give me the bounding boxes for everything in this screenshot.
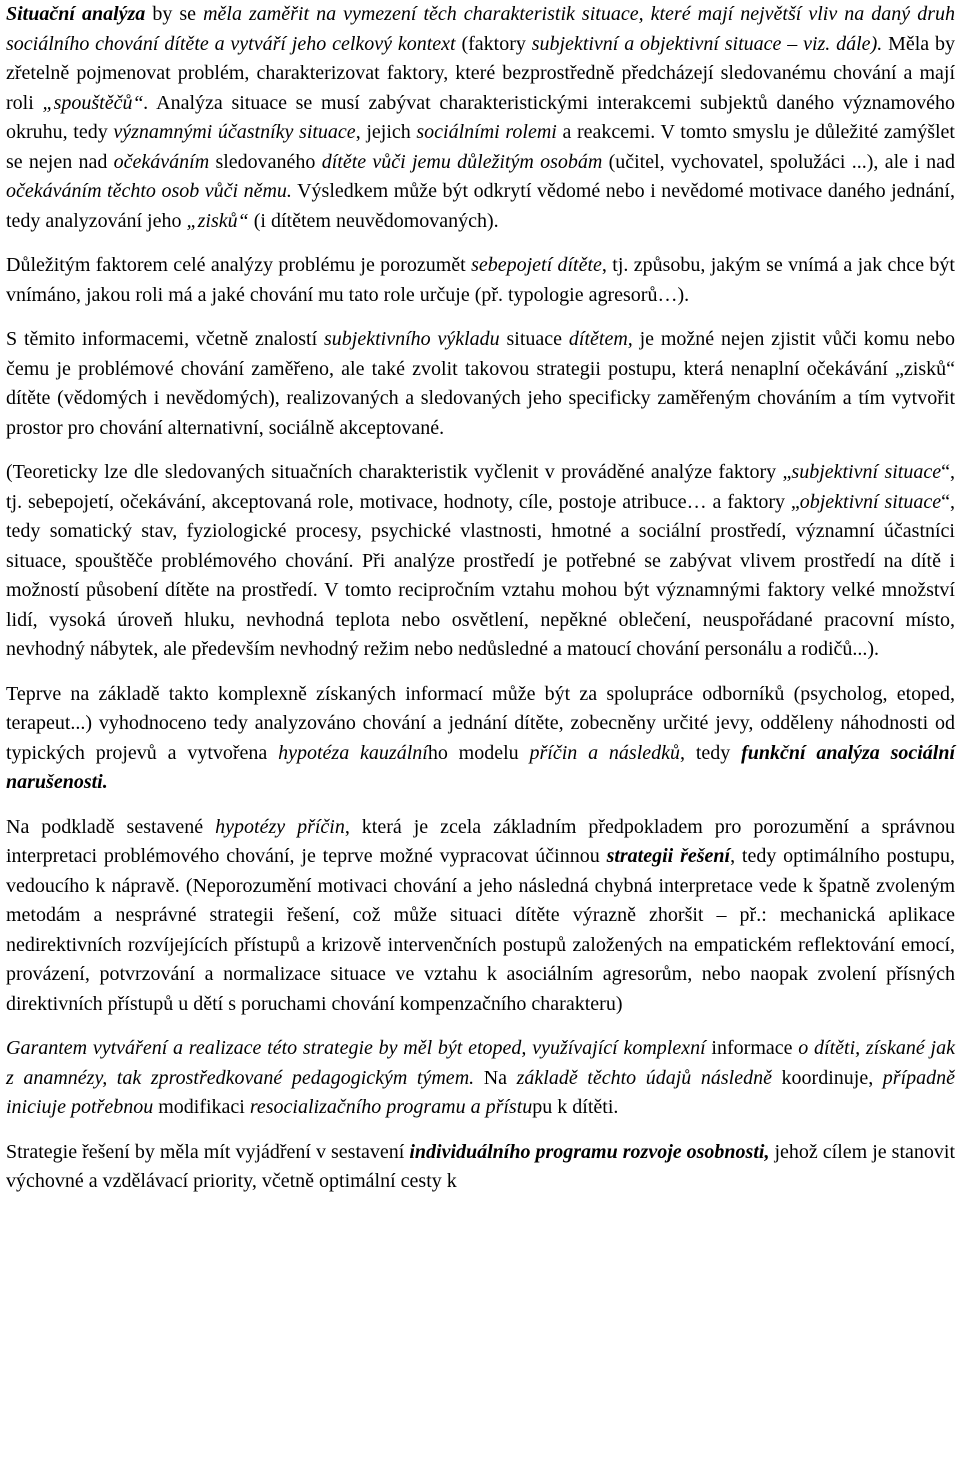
paragraph-strategy-choice: S těmito informacemi, včetně znalostí subjektivního výkladu situace dítětem, je možné nejen zjistit vůči komu nebo čemu je problémové chování zaměřeno, ale také zvolit takovou strategii postupu, která nenaplní očekávání „zisků“ dítěte (vědomých i nevědomých), realizovaných a sledovaných jeho specificky zaměřeným chováním a tím vytvořit prostor pro chování alternativní, sociálně akceptované.: [6, 328, 956, 439]
paragraph-guarantor: Garantem vytváření a realizace této strategie by měl být etoped, využívající komplexní informace o dítěti, získané jak z anamnézy, tak zprostředkované pedagogickým týmem. Na základě těchto údajů následně koordinuje, případně iniciuje potřebnou modifikaci resocializačního programu a přístupu k dítěti.: [6, 1037, 955, 1118]
paragraph-self-concept: Důležitým faktorem celé analýzy problému je porozumět sebepojetí dítěte, tj. způsobu, jakým se vnímá a jak chce být vnímáno, jakou roli má a jaké chování mu tato role určuje (př. typologie agresorů…).: [6, 254, 955, 306]
paragraph-functional-analysis: Teprve na základě takto komplexně získaných informací může být za spolupráce odborníků (psycholog, etoped, terapeut...) vyhodnoceno tedy analyzováno chování a jednání dítěte, zobecněny určité jevy, odděleny náhodnosti od typických projevů a vytvořena hypotéza kauzálního modelu příčin a následků, tedy funkční analýza sociální narušenosti.: [6, 682, 956, 793]
paragraph-solution-strategy: Na podkladě sestavené hypotézy příčin, která je zcela základním předpokladem pro porozumění a správnou interpretaci problémového chování, je teprve možné vypracovat účinnou strategii řešení, tedy optimálního postupu, vedoucího k nápravě. (Neporozumění motivaci chování a jeho následná chybná interpretace vede k špatně zvoleným metodám a nesprávné strategii řešení, což může situaci dítěte výrazně zhoršit – př.: mechanická aplikace nedirektivních rozvíjejících přístupů a krizově intervenčních postupů založených na empatickém reflektování emocí, provázení, potvrzování a normalizace situace ve vztahu k asociálním agresorům, nebo naopak zvolení přísných direktivních přístupů u dětí s poruchami chování kompenzačního charakteru): [6, 815, 956, 1015]
paragraph-situational-analysis: Situační analýza by se měla zaměřit na vymezení těch charakteristik situace, které mají největší vliv na daný druh sociálního chování dítěte a vytváří jeho celkový kontext (faktory subjektivní a objektivní situace – viz. dále). Měla by zřetelně pojmenovat problém, charakterizovat faktory, které bezprostředně předcházejí sledovanému chování a mají roli „spouštěčů“. Analýza situace se musí zabývat charakteristickými interakcemi subjektů daného významového okruhu, tedy významnými účastníky situace, jejich sociálními rolemi a reakcemi. V tomto smyslu je důležité zamýšlet se nejen nad očekáváním sledovaného dítěte vůči jemu důležitým osobám (učitel, vychovatel, spolužáci ...), ale i nad očekáváním těchto osob vůči němu. Výsledkem může být odkrytí vědomé nebo i nevědomé motivace daného jednání, tedy analyzování jeho „zisků“ (i dítětem neuvědomovaných).: [6, 3, 956, 232]
paragraph-individual-program: Strategie řešení by měla mít vyjádření v sestavení individuálního programu rozvoje osobnosti, jehož cílem je stanovit výchovné a vzdělávací priority, včetně optimální cesty k: [6, 1140, 956, 1192]
paragraph-situation-factors: (Teoreticky lze dle sledovaných situačních charakteristik vyčlenit v prováděné analýze faktory „subjektivní situace“, tj. sebepojetí, očekávání, akceptovaná role, motivace, hodnoty, cíle, postoje atribuce… a faktory „objektivní situace“, tedy somatický stav, fyziologické procesy, psychické vlastnosti, hmotné a sociální prostředí, významní účastníci situace, spouštěče problémového chování. Při analýze prostředí je potřebné se zabývat vlivem prostředí na dítě i možností působení dítěte na prostředí. V tomto recipročním vztahu mohou být významnými faktory velké množství lidí, vysoká úroveň hluku, nevhodná teplota nebo osvětlení, nepěkné oblečení, neuspořádané pracovní místo, nevhodný nábytek, ale především nevhodný režim nebo nedůsledné a matoucí chování personálu a rodičů...).: [6, 461, 955, 660]
